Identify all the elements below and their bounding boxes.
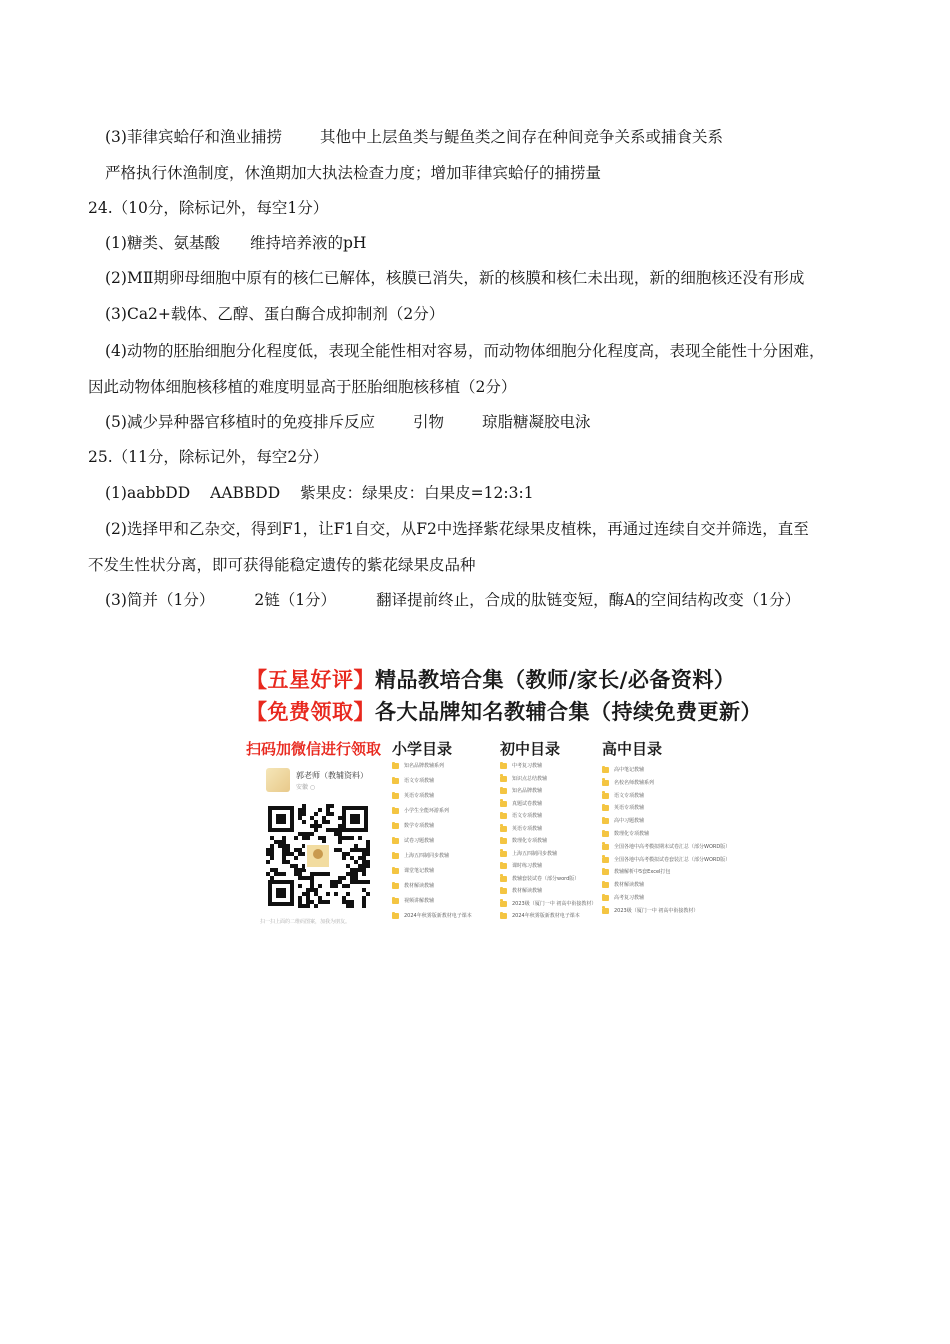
banner-text: 精品教培合集（教师/家长/必备资料） xyxy=(375,668,736,692)
folder-label: 语文专项教辅 xyxy=(404,778,435,784)
folder-icon xyxy=(602,793,609,799)
banner-tag: 【五星好评】 xyxy=(246,668,375,692)
folder-label: 知识点总结教辅 xyxy=(512,775,548,782)
banner-tag: 【免费领取】 xyxy=(246,700,375,724)
folder-label: 全国各地中高考模拟期末试卷汇总（部分WORD版） xyxy=(614,843,731,850)
answer-part: 琼脂糖凝胶电泳 xyxy=(481,413,591,431)
folder-label: 高考复习教辅 xyxy=(614,895,645,901)
folder-icon xyxy=(392,868,399,874)
folder-label: 全国各地中高考模拟试卷套装汇总（部分WORD版） xyxy=(614,856,731,863)
folder-icon xyxy=(500,851,507,857)
answer-part: 其他中上层鱼类与鳀鱼类之间存在种间竞争关系或捕食关系 xyxy=(319,128,723,146)
folder-icon xyxy=(500,763,507,769)
folder-icon xyxy=(500,788,507,794)
answer-part: 2链（1分） xyxy=(254,591,337,609)
answer-line-25-2a xyxy=(105,518,809,540)
folder-label: 语文专项教辅 xyxy=(512,813,543,819)
folder-icon xyxy=(602,831,609,837)
answer-line-24-2 xyxy=(105,267,804,289)
folder-label: 教辅套装试卷（部分word版） xyxy=(512,875,580,882)
answer-part: 因此动物体细胞核移植的难度明显高于胚胎细胞核移植（2分） xyxy=(88,378,517,396)
promo-banner xyxy=(246,656,762,928)
folder-icon xyxy=(392,883,399,889)
folder-icon xyxy=(602,895,609,901)
folder-icon xyxy=(602,844,609,850)
folder-icon xyxy=(392,778,399,784)
answer-part: (1)aabbDD xyxy=(105,484,191,502)
folder-label: 2023级（厦门一中 初高中衔接教材） xyxy=(614,907,699,914)
folder-label: 2024年秋雾版新教材电子课本 xyxy=(404,913,472,919)
banner-line-1 xyxy=(246,664,735,694)
folder-label: 高中笔记教辅 xyxy=(614,767,645,773)
column-title-middle: 初中目录 xyxy=(500,740,561,758)
folder-icon xyxy=(392,853,399,859)
folder-label: 高中习题教辅 xyxy=(614,818,645,825)
folder-icon xyxy=(392,793,399,799)
answer-line-24-4a xyxy=(105,340,824,362)
folder-label: 知名品牌教辅系列 xyxy=(404,763,445,769)
folder-icon xyxy=(500,888,507,894)
folder-icon xyxy=(602,882,609,888)
answer-line-25-2b xyxy=(88,554,476,576)
column-title-high: 高中目录 xyxy=(602,740,663,758)
folder-icon xyxy=(500,813,507,819)
folder-label: 数理化专项教辅 xyxy=(614,831,650,837)
answer-line-25-3 xyxy=(105,589,800,611)
folder-icon xyxy=(500,801,507,807)
folder-label: 数学专项教辅 xyxy=(404,823,435,829)
folder-label: 数理化专项教辅 xyxy=(512,838,548,844)
folder-icon xyxy=(500,826,507,832)
folder-label: 2024年秋雾版新教材电子课本 xyxy=(512,913,580,919)
folder-label: 2023级（厦门一中 初高中衔接教材） xyxy=(512,900,597,907)
question-24-heading xyxy=(88,197,328,219)
answer-part: 引物 xyxy=(412,413,444,431)
folder-label: 课时练习教辅 xyxy=(512,863,543,869)
scan-instruction: 扫码加微信进行领取 xyxy=(246,740,382,758)
folder-label: 英语专项教辅 xyxy=(404,793,435,799)
folder-label: 英语专项教辅 xyxy=(512,825,543,832)
answer-part: 不发生性状分离，即可获得能稳定遗传的紫花绿果皮品种 xyxy=(88,556,476,574)
folder-icon xyxy=(500,876,507,882)
folder-icon xyxy=(392,763,399,769)
answer-part: (3)简并（1分） xyxy=(105,591,215,609)
banner-text: 各大品牌知名教辅合集（持续免费更新） xyxy=(375,700,762,724)
answer-part: 25.（11分，除标记外，每空2分） xyxy=(88,448,329,466)
folder-icon xyxy=(500,776,507,782)
folder-icon xyxy=(392,838,399,844)
folder-icon xyxy=(602,908,609,914)
folder-label: 小学生全能环游系列 xyxy=(404,808,450,814)
folder-label: 教材解读教辅 xyxy=(614,882,645,889)
answer-line-1 xyxy=(105,126,723,148)
answer-part: (1)糖类、氨基酸 xyxy=(105,234,220,252)
folder-icon xyxy=(392,823,399,829)
answer-part: AABBDD xyxy=(210,484,281,502)
answer-line-24-5 xyxy=(105,411,591,433)
folder-icon xyxy=(392,808,399,814)
folder-label: 真题试卷教辅 xyxy=(512,800,543,807)
answer-part: (4)动物的胚胎细胞分化程度低，表现全能性相对容易，而动物体细胞分化程度高，表现全能性十分困难， xyxy=(105,342,825,360)
folder-label: 试卷习题教辅 xyxy=(404,838,435,844)
folder-label: 课堂笔记教辅 xyxy=(404,868,435,874)
answer-part: 维持培养液的pH xyxy=(249,234,367,252)
folder-icon xyxy=(602,818,609,824)
answer-part: 紫果皮：绿果皮：白果皮=12:3:1 xyxy=(300,484,534,502)
folder-label: 名校名师教辅系列 xyxy=(614,779,655,786)
folder-label: 语文专项教辅 xyxy=(614,792,645,799)
answer-line-24-1 xyxy=(105,232,366,254)
question-25-heading xyxy=(88,446,328,468)
profile-region: 安徽 ○ xyxy=(296,784,316,791)
answer-part: (3)菲律宾蛤仔和渔业捕捞 xyxy=(105,128,282,146)
folder-icon xyxy=(602,805,609,811)
qr-caption: 扫一扫上面的二维码图案，加我为朋友。 xyxy=(260,919,351,925)
answer-part: 翻译提前终止，合成的肽链变短，酶A的空间结构改变（1分） xyxy=(376,591,801,609)
folder-label: 中考复习教辅 xyxy=(512,763,543,769)
answer-part: 24.（10分，除标记外，每空1分） xyxy=(88,199,329,217)
folder-icon xyxy=(602,857,609,863)
folder-icon xyxy=(500,901,507,907)
folder-label: 上海五四制同步教辅 xyxy=(404,853,450,859)
answer-part: (2)选择甲和乙杂交，得到F1，让F1自交，从F2中选择紫花绿果皮植株，再通过连续自交并筛选，直至 xyxy=(105,520,809,538)
folder-icon xyxy=(602,869,609,875)
folder-label: 上海五四制同步教辅 xyxy=(512,850,558,857)
folder-icon xyxy=(500,863,507,869)
folder-icon xyxy=(602,780,609,786)
answer-part: (3)Ca2+载体、乙醇、蛋白酶合成抑制剂（2分） xyxy=(105,305,445,323)
profile-name: 郭老师（教辅资料） xyxy=(296,771,368,780)
answer-line-2 xyxy=(105,162,601,184)
folder-icon xyxy=(500,913,507,919)
folder-label: 知名品牌教辅 xyxy=(512,788,543,794)
answer-line-24-4b xyxy=(88,376,516,398)
answer-part: 严格执行休渔制度，休渔期加大执法检查力度；增加菲律宾蛤仔的捕捞量 xyxy=(105,164,602,182)
folder-label: 教材解读教辅 xyxy=(404,883,435,889)
folder-label: 英语专项教辅 xyxy=(614,805,645,812)
folder-icon xyxy=(602,767,609,773)
answer-part: (2)MⅡ期卵母细胞中原有的核仁已解体，核膜已消失，新的核膜和核仁未出现，新的细胞核还没有形成 xyxy=(105,269,805,287)
answer-part: (5)减少异种器官移植时的免疫排斥反应 xyxy=(105,413,375,431)
column-title-primary: 小学目录 xyxy=(392,740,453,758)
folder-label: 教辅解析中5套Excel打包 xyxy=(614,869,671,876)
folder-icon xyxy=(392,913,399,919)
answer-line-24-3 xyxy=(105,303,444,325)
answer-line-25-1 xyxy=(105,482,534,504)
folder-icon xyxy=(500,838,507,844)
folder-icon xyxy=(392,898,399,904)
qr-code-icon xyxy=(266,804,370,908)
folder-label: 视频讲解教辅 xyxy=(404,898,435,904)
avatar xyxy=(266,768,290,792)
folder-label: 教材解读教辅 xyxy=(512,888,543,894)
banner-line-2 xyxy=(246,696,762,726)
